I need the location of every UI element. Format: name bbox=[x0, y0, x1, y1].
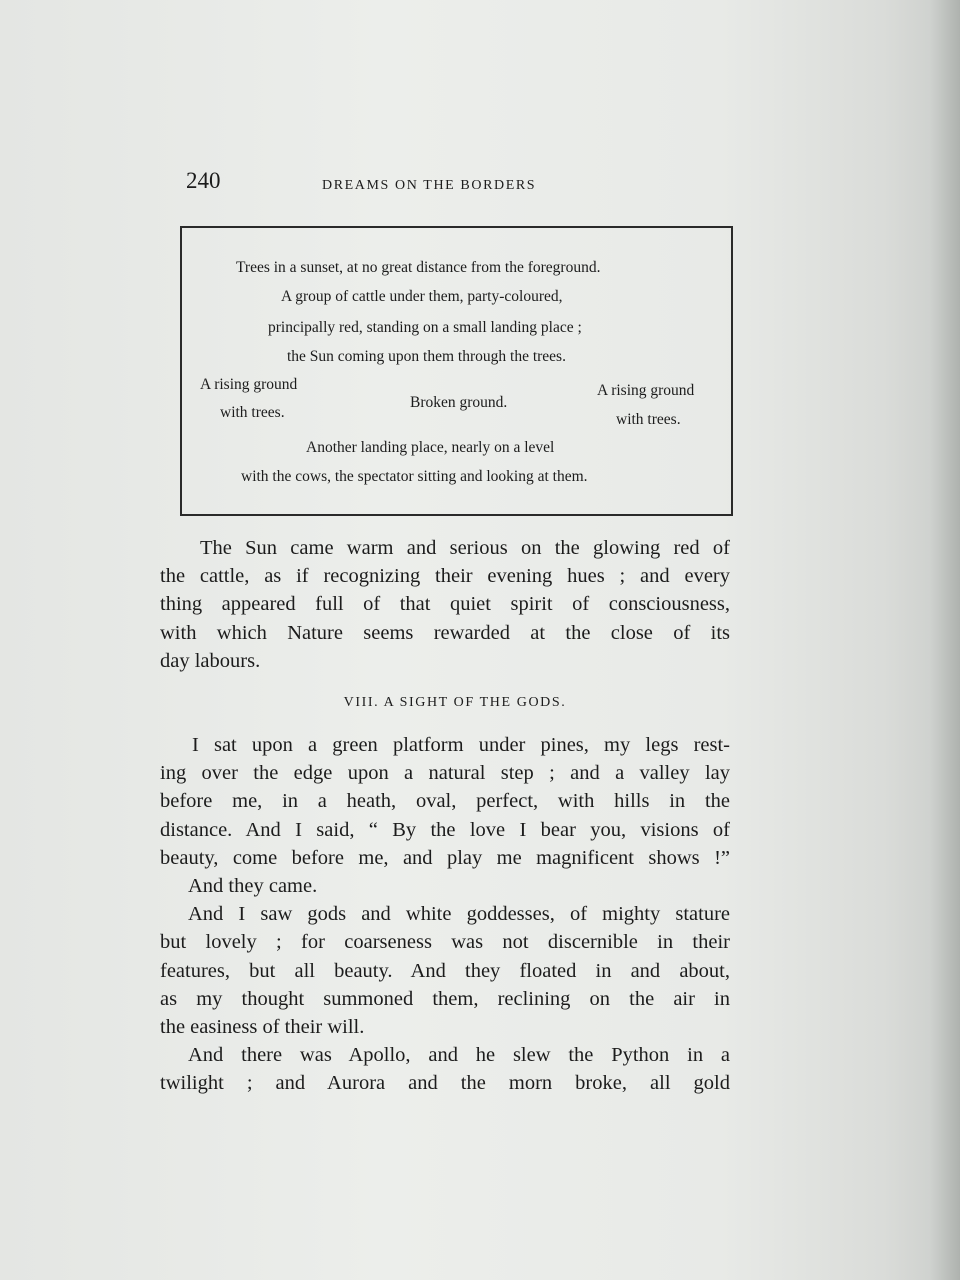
text-line: beauty, come before me, and play me magnificent shows !” bbox=[160, 846, 730, 869]
running-head: DREAMS ON THE BORDERS bbox=[322, 178, 537, 193]
text-line: the easiness of their will. bbox=[160, 1016, 365, 1039]
text-line: I sat upon a green platform under pines, my legs rest- bbox=[192, 734, 730, 756]
page-number: 240 bbox=[186, 168, 221, 193]
text-line: The Sun came warm and serious on the glowing red of bbox=[200, 537, 730, 559]
text-line: but lovely ; for coarseness was not discernible in their bbox=[160, 931, 730, 954]
text-line: twilight ; and Aurora and the morn broke, all gold bbox=[160, 1072, 730, 1095]
text-line: as my thought summoned them, reclining on the air in bbox=[160, 987, 730, 1010]
diagram-line-2: A group of cattle under them, party-coloured, bbox=[281, 288, 563, 305]
diagram-line-4: the Sun coming upon them through the trees. bbox=[287, 348, 566, 365]
text-line: And I saw gods and white goddesses, of mighty stature bbox=[188, 903, 730, 926]
diagram-center-label: Broken ground. bbox=[410, 394, 508, 411]
page-edge bbox=[930, 0, 960, 1280]
text-line: distance. And I said, “ By the love I bear you, visions of bbox=[160, 818, 730, 841]
scene-diagram bbox=[180, 226, 733, 516]
text-line: thing appeared full of that quiet spirit of consciousness, bbox=[160, 593, 730, 616]
diagram-line-5: Another landing place, nearly on a level bbox=[306, 439, 555, 456]
diagram-left-label-2: with trees. bbox=[220, 404, 285, 421]
text-line: day labours. bbox=[160, 649, 261, 672]
text-line: with which Nature seems rewarded at the close of its bbox=[160, 621, 730, 644]
paragraph-platform bbox=[160, 731, 730, 1098]
page-header bbox=[186, 168, 746, 202]
paragraph-sun bbox=[160, 534, 730, 675]
diagram-line-6: with the cows, the spectator sitting and looking at them. bbox=[241, 468, 588, 485]
text-line: features, but all beauty. And they floated in and about, bbox=[160, 959, 730, 982]
diagram-line-3: principally red, standing on a small landing place ; bbox=[268, 319, 582, 336]
diagram-right-label-1: A rising ground bbox=[597, 382, 695, 399]
section-heading: VIII. A SIGHT OF THE GODS. bbox=[343, 695, 567, 710]
text-line: And they came. bbox=[188, 875, 318, 898]
text-line: before me, in a heath, oval, perfect, with hills in the bbox=[160, 790, 730, 813]
text-line: the cattle, as if recognizing their evening hues ; and every bbox=[160, 565, 730, 588]
diagram-line-1: Trees in a sunset, at no great distance from the foreground. bbox=[236, 259, 601, 276]
text-line: ing over the edge upon a natural step ; and a valley lay bbox=[160, 762, 730, 785]
diagram-left-label-1: A rising ground bbox=[200, 376, 298, 393]
diagram-right-label-2: with trees. bbox=[616, 411, 681, 428]
text-line: And there was Apollo, and he slew the Python in a bbox=[188, 1044, 730, 1067]
